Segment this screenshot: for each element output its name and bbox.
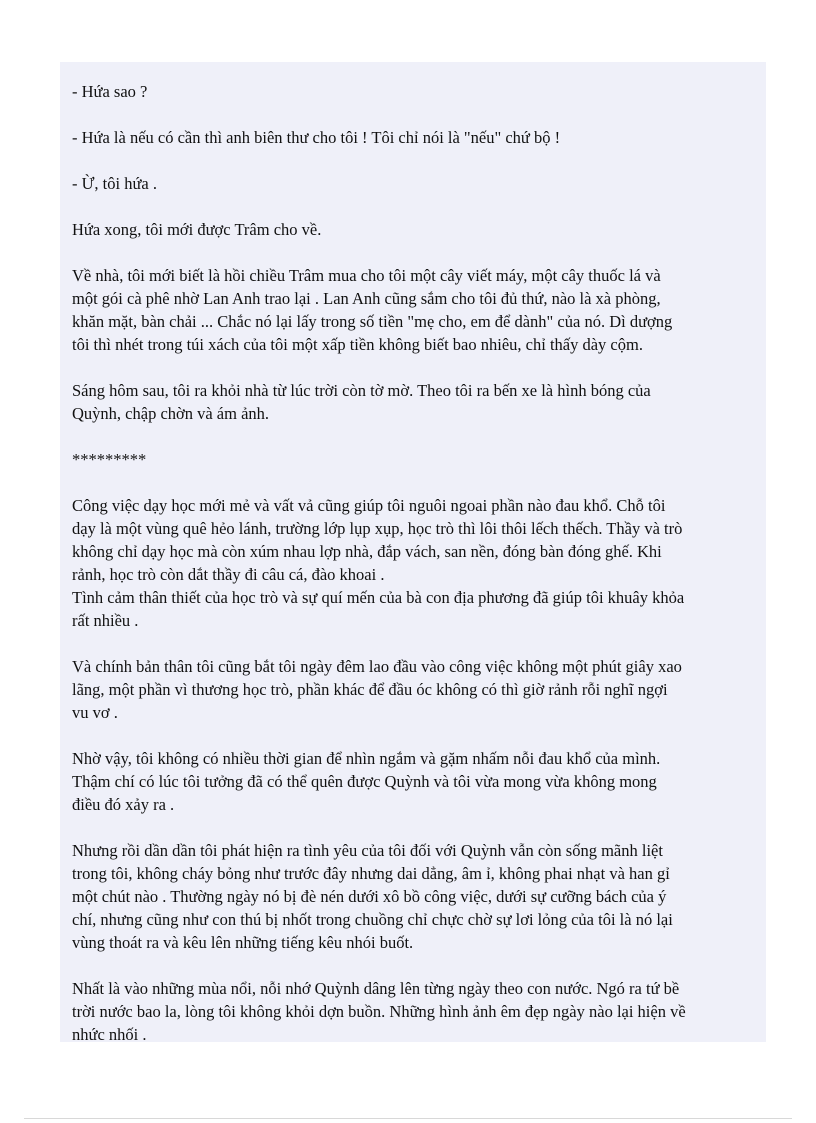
text-line: một gói cà phê nhờ Lan Anh trao lại . Lan Anh cũng sắm cho tôi đủ thứ, nào là xà phòng, xyxy=(72,289,661,308)
text-line: điều đó xảy ra . xyxy=(72,795,175,814)
text-line: - Hứa sao ? xyxy=(72,82,148,101)
page-divider xyxy=(24,1118,792,1119)
text-line: trong tôi, không cháy bỏng như trước đây nhưng dai dẳng, âm ỉ, không phai nhạt và han gỉ xyxy=(72,864,670,883)
paragraph xyxy=(72,494,772,632)
text-line: không chỉ dạy học mà còn xúm nhau lợp nhà, đắp vách, san nền, đóng bàn đóng ghế. Khi xyxy=(72,542,662,561)
paragraph xyxy=(72,264,772,356)
text-line: khăn mặt, bàn chải ... Chắc nó lại lấy trong số tiền "mẹ cho, em để dành" của nó. Dì dượng xyxy=(72,312,673,331)
paragraph xyxy=(72,80,772,103)
text-line: trời nước bao la, lòng tôi không khỏi dợn buồn. Những hình ảnh êm đẹp ngày nào lại hiện về xyxy=(72,1002,686,1021)
text-line: Công việc dạy học mới mẻ và vất vả cũng giúp tôi nguôi ngoai phần nào đau khổ. Chỗ tôi xyxy=(72,496,666,515)
paragraph xyxy=(72,977,772,1046)
text-line: Quỳnh, chập chờn và ám ảnh. xyxy=(72,404,270,423)
text-line: lãng, một phần vì thương học trò, phần khác để đầu óc không có thì giờ rảnh rỗi nghĩ ngợi xyxy=(72,680,668,699)
paragraph xyxy=(72,839,772,954)
text-line: Sáng hôm sau, tôi ra khỏi nhà từ lúc trời còn tờ mờ. Theo tôi ra bến xe là hình bóng của xyxy=(72,381,651,400)
text-line: - Hứa là nếu có cần thì anh biên thư cho tôi ! Tôi chỉ nói là "nếu" chứ bộ ! xyxy=(72,128,561,147)
paragraph xyxy=(72,172,772,195)
text-line: - Ừ, tôi hứa . xyxy=(72,174,157,193)
text-line: một chút nào . Thường ngày nó bị đè nén dưới xô bồ công việc, dưới sự cưỡng bách của ý xyxy=(72,887,667,906)
text-line: chí, nhưng cũng như con thú bị nhốt trong chuồng chỉ chực chờ sự lơi lỏng của tôi là nó lại xyxy=(72,910,673,929)
text-line: ********* xyxy=(72,450,147,469)
text-line: vùng thoát ra và kêu lên những tiếng kêu nhói buốt. xyxy=(72,933,414,952)
text-line: vu vơ . xyxy=(72,703,118,722)
paragraph xyxy=(72,218,772,241)
text-line: rất nhiều . xyxy=(72,611,139,630)
paragraph xyxy=(72,126,772,149)
text-line: Nhất là vào những mùa nổi, nỗi nhớ Quỳnh dâng lên từng ngày theo con nước. Ngó ra tứ bề xyxy=(72,979,680,998)
text-line: nhức nhối . xyxy=(72,1025,147,1044)
paragraph xyxy=(72,379,772,425)
text-line: Về nhà, tôi mới biết là hồi chiều Trâm mua cho tôi một cây viết máy, một cây thuốc lá và xyxy=(72,266,661,285)
text-line: rảnh, học trò còn dắt thầy đi câu cá, đào khoai . xyxy=(72,565,385,584)
text-line: Hứa xong, tôi mới được Trâm cho về. xyxy=(72,220,322,239)
text-line: tôi thì nhét trong túi xách của tôi một xấp tiền không biết bao nhiêu, chỉ thấy dày cộm. xyxy=(72,335,643,354)
text-line: Tình cảm thân thiết của học trò và sự quí mến của bà con địa phương đã giúp tôi khuây khỏa xyxy=(72,588,685,607)
text-line: dạy là một vùng quê hẻo lánh, trường lớp lụp xụp, học trò thì lôi thôi lếch thếch. Thầy và trò xyxy=(72,519,683,538)
text-line: Thậm chí có lúc tôi tưởng đã có thể quên được Quỳnh và tôi vừa mong vừa không mong xyxy=(72,772,657,791)
text-line: Nhưng rồi dần dần tôi phát hiện ra tình yêu của tôi đối với Quỳnh vẫn còn sống mãnh liệt xyxy=(72,841,663,860)
document-body xyxy=(72,80,772,1069)
paragraph xyxy=(72,448,772,471)
paragraph xyxy=(72,747,772,816)
paragraph xyxy=(72,655,772,724)
text-line: Và chính bản thân tôi cũng bắt tôi ngày đêm lao đầu vào công việc không một phút giây xao xyxy=(72,657,682,676)
text-line: Nhờ vậy, tôi không có nhiều thời gian để nhìn ngắm và gặm nhấm nỗi đau khổ của mình. xyxy=(72,749,661,768)
